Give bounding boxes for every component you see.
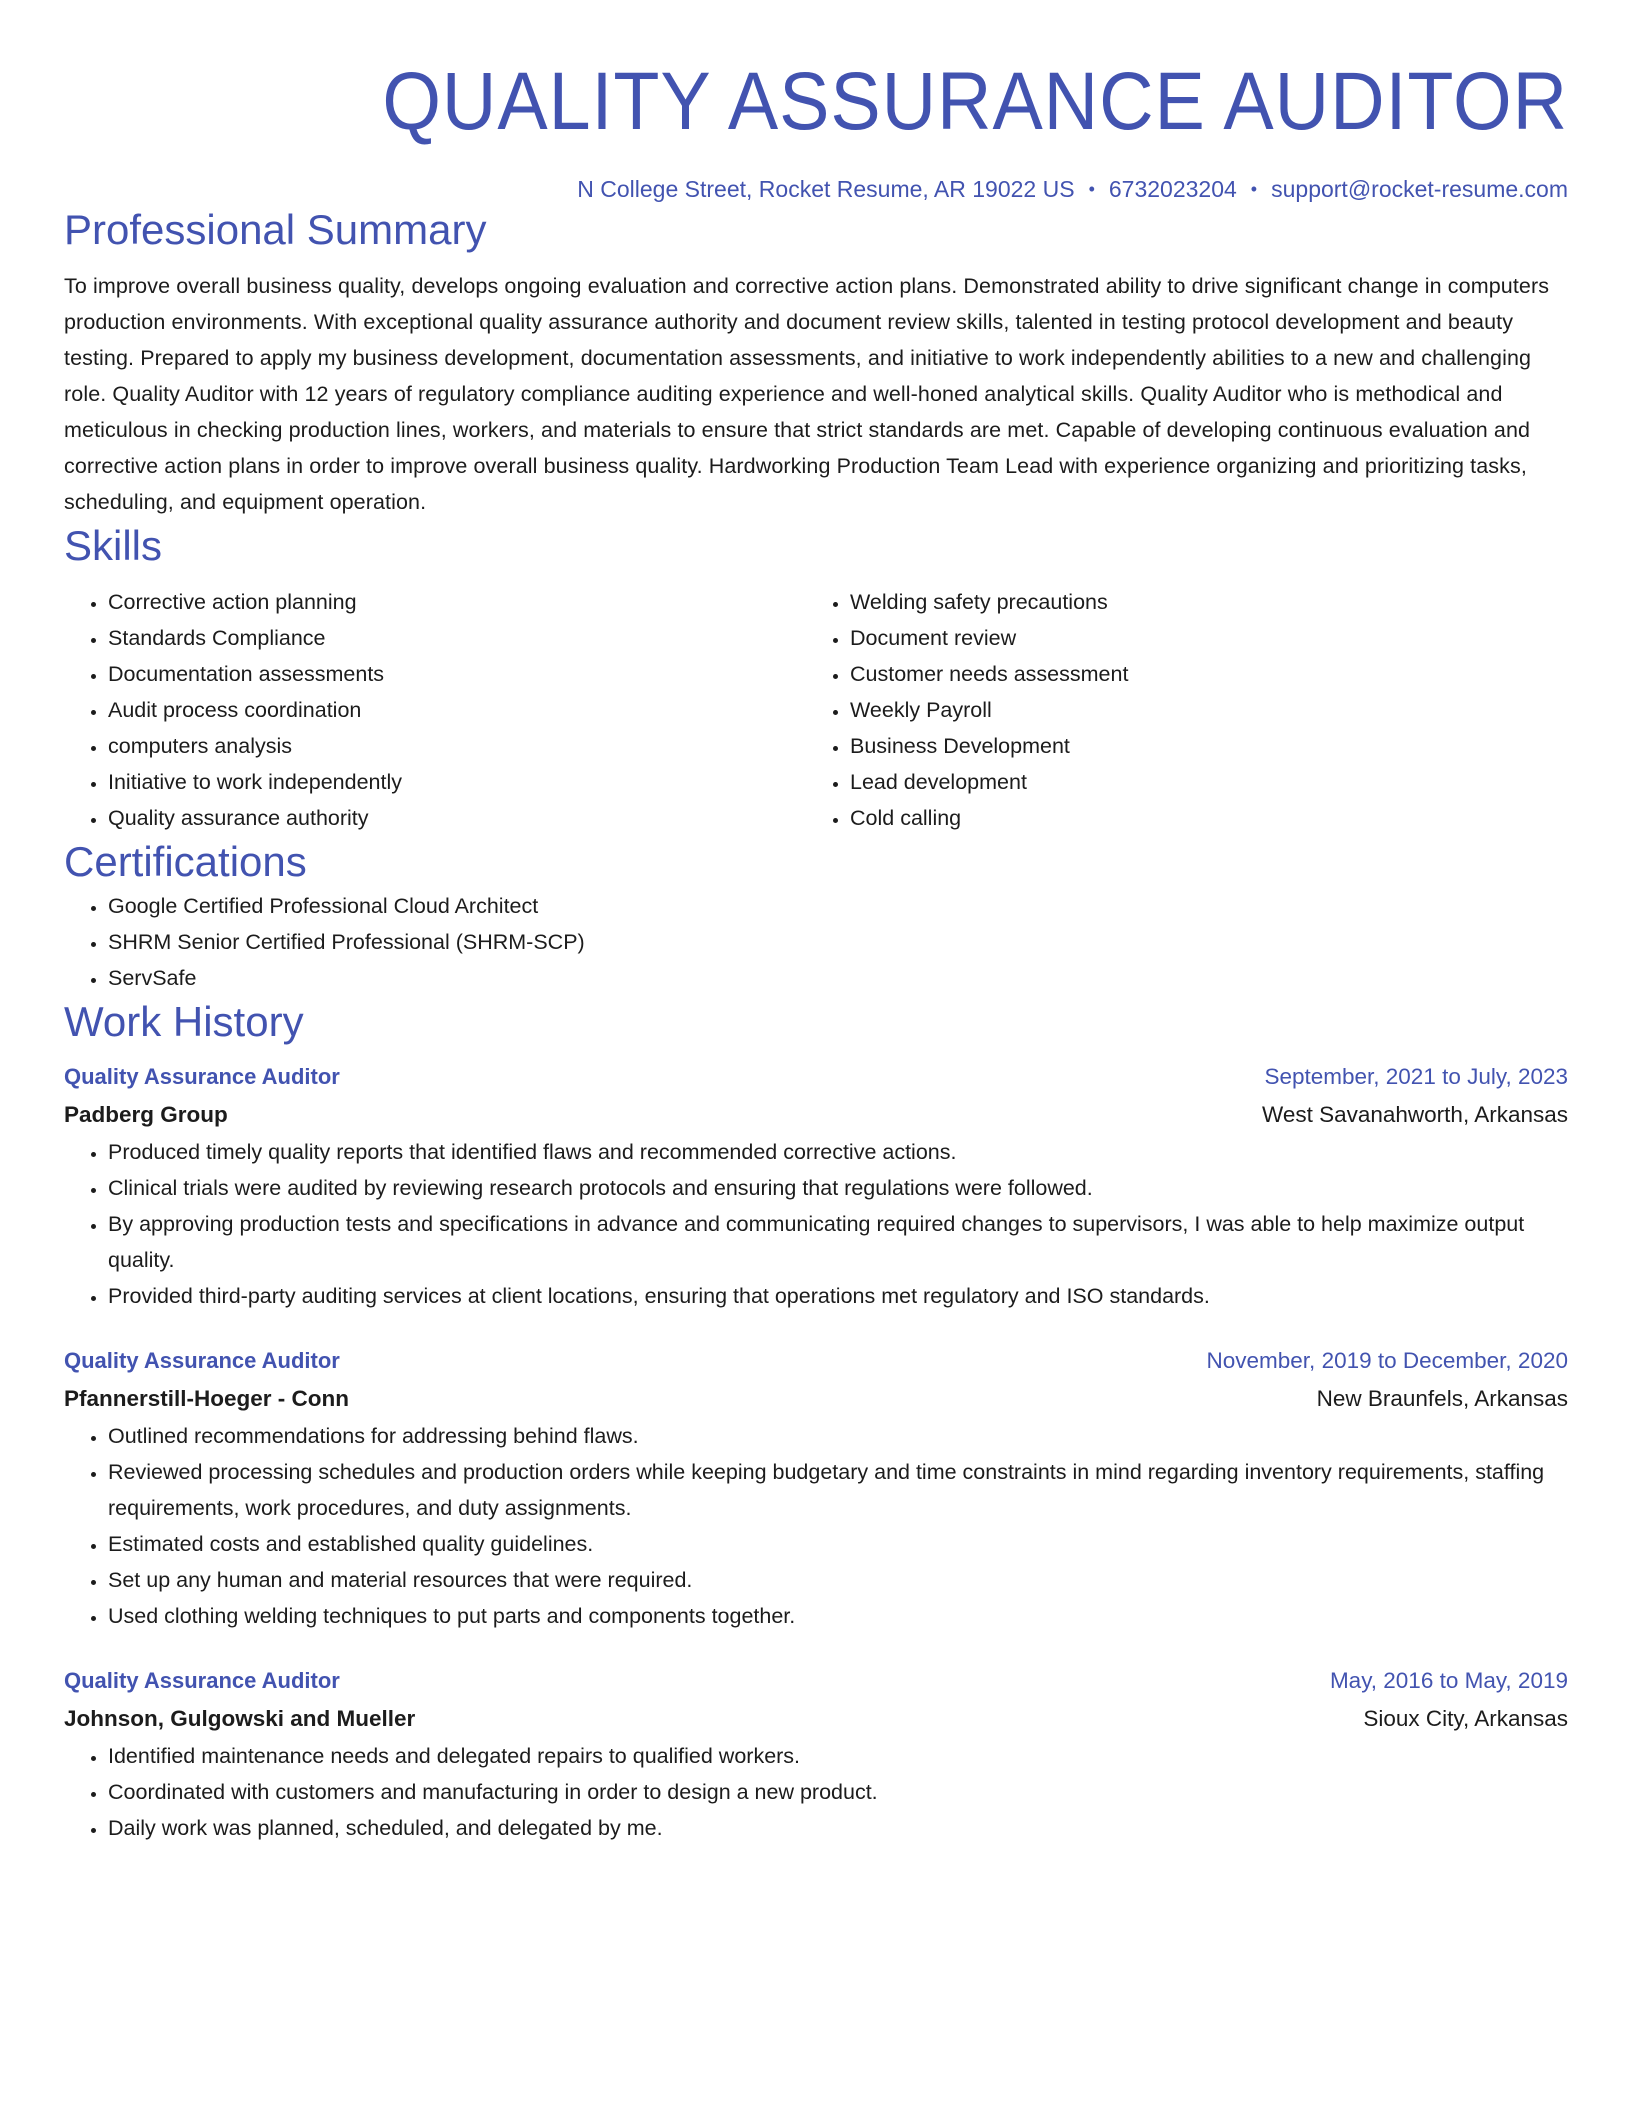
job-bullet: • Estimated costs and established quality guidelines. [108, 1526, 1568, 1562]
job-header-row [64, 1662, 1568, 1700]
skill-item: • Weekly Payroll [850, 692, 1548, 728]
job-location: New Braunfels, Arkansas [1316, 1386, 1568, 1411]
skill-item: • Corrective action planning [108, 584, 806, 620]
job-company: Pfannerstill-Hoeger - Conn [64, 1386, 350, 1411]
skills-grid [64, 584, 1568, 836]
skill-item: • Quality assurance authority [108, 800, 806, 836]
job-location: Sioux City, Arkansas [1363, 1706, 1568, 1731]
resume-name: QUALITY ASSURANCE AUDITOR [382, 56, 1568, 147]
contact-address: N College Street, Rocket Resume, AR 19022 US [577, 176, 1075, 202]
skill-item: • Cold calling [850, 800, 1548, 836]
certifications-list [64, 888, 1568, 996]
job-bullet: • Produced timely quality reports that identified flaws and recommended corrective actions. [108, 1134, 1568, 1170]
job-entry [64, 1662, 1568, 1846]
certification-item: • SHRM Senior Certified Professional (SHRM-SCP) [108, 924, 1568, 960]
contact-phone: 6732023204 [1108, 176, 1237, 202]
skill-item: • Customer needs assessment [850, 656, 1548, 692]
job-bullet: • Daily work was planned, scheduled, and delegated by me. [108, 1810, 1568, 1846]
job-bullet: • Reviewed processing schedules and production orders while keeping budgetary and time constraints in mind regarding inventory requirements, staffing requirements, work procedures, and duty assignments. [108, 1454, 1568, 1526]
summary-heading: Professional Summary [64, 206, 487, 253]
job-company: Johnson, Gulgowski and Mueller [64, 1706, 416, 1731]
job-company: Padberg Group [64, 1102, 228, 1127]
job-bullets [64, 1418, 1568, 1634]
job-dates: May, 2016 to May, 2019 [1329, 1668, 1568, 1693]
job-bullet: • Identified maintenance needs and delegated repairs to qualified workers. [108, 1738, 1568, 1774]
job-dates: September, 2021 to July, 2023 [1264, 1064, 1568, 1089]
job-bullets [64, 1134, 1568, 1314]
contact-separator: • [1250, 179, 1258, 199]
certification-item: • ServSafe [108, 960, 1568, 996]
contact-separator: • [1088, 179, 1095, 199]
job-bullet: • By approving production tests and specifications in advance and communicating required changes to supervisors, I was able to help maximize output quality. [108, 1206, 1568, 1278]
summary-text: To improve overall business quality, develops ongoing evaluation and corrective action plans. Demonstrated ability to drive significant change in computers production environments. With exceptional quality assurance authority and document review skills, talented in testing protocol development and beauty testing. Prepared to apply my business development, documentation assessments, and initiative to work independently abilities to a new and challenging role. Quality Auditor with 12 years of regulatory compliance auditing experience and well-honed analytical skills. Quality Auditor who is methodical and meticulous in checking production lines, workers, and materials to ensure that strict standards are met. Capable of developing continuous evaluation and corrective action plans in order to improve overall business quality. Hardworking Production Team Lead with experience organizing and prioritizing tasks, scheduling, and equipment operation. [64, 274, 1550, 514]
job-bullet: • Set up any human and material resources that were required. [108, 1562, 1568, 1598]
job-title: Quality Assurance Auditor [64, 1064, 340, 1089]
job-header-row [64, 1342, 1568, 1380]
job-bullet: • Provided third-party auditing services at client locations, ensuring that operations met regulatory and ISO standards. [108, 1278, 1568, 1314]
skill-item: • Welding safety precautions [850, 584, 1548, 620]
job-dates: November, 2019 to December, 2020 [1206, 1348, 1568, 1373]
certifications-heading: Certifications [64, 838, 307, 885]
skill-item: • Business Development [850, 728, 1548, 764]
contact-line [64, 174, 1568, 204]
job-title: Quality Assurance Auditor [64, 1668, 340, 1693]
job-title: Quality Assurance Auditor [64, 1348, 340, 1373]
skill-item: • Document review [850, 620, 1548, 656]
skills-list-left [64, 584, 806, 836]
job-bullets [64, 1738, 1568, 1846]
job-bullet: • Clinical trials were audited by reviewing research protocols and ensuring that regulations were followed. [108, 1170, 1568, 1206]
skills-column-left [64, 584, 806, 836]
skill-item: • Standards Compliance [108, 620, 806, 656]
job-company-row [64, 1700, 1568, 1738]
job-entry [64, 1058, 1568, 1314]
job-bullet: • Coordinated with customers and manufacturing in order to design a new product. [108, 1774, 1568, 1810]
certification-item: • Google Certified Professional Cloud Architect [108, 888, 1568, 924]
skills-list-right [806, 584, 1548, 836]
job-company-row [64, 1096, 1568, 1134]
job-location: West Savanahworth, Arkansas [1262, 1102, 1568, 1127]
skill-item: • Documentation assessments [108, 656, 806, 692]
resume-page [64, 0, 1568, 2112]
skills-column-right [806, 584, 1548, 836]
skill-item: • Lead development [850, 764, 1548, 800]
job-entry [64, 1342, 1568, 1634]
skill-item: • Initiative to work independently [108, 764, 806, 800]
skill-item: • computers analysis [108, 728, 806, 764]
contact-email: support@rocket-resume.com [1271, 176, 1568, 202]
job-company-row [64, 1380, 1568, 1418]
work-history-heading: Work History [64, 998, 304, 1045]
job-bullet: • Used clothing welding techniques to put parts and components together. [108, 1598, 1568, 1634]
job-header-row [64, 1058, 1568, 1096]
skills-heading: Skills [64, 522, 163, 569]
skill-item: • Audit process coordination [108, 692, 806, 728]
job-bullet: • Outlined recommendations for addressing behind flaws. [108, 1418, 1568, 1454]
